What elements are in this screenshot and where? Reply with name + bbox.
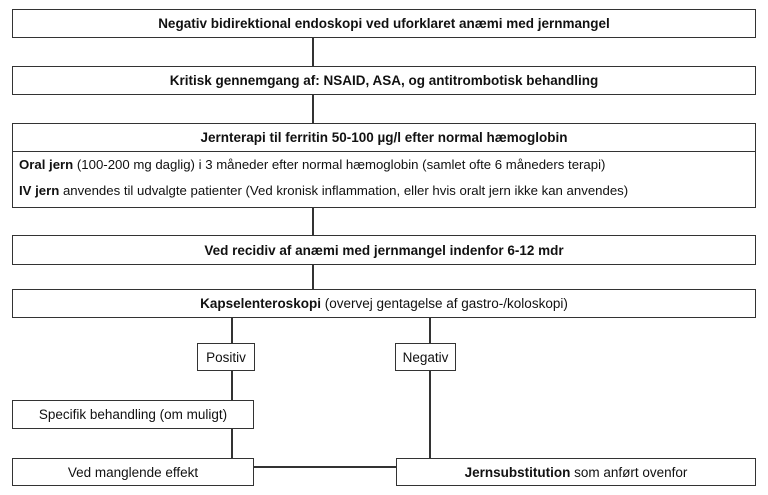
iron-substitution-note: som anført ovenfor: [570, 464, 688, 480]
box-iron-therapy: [12, 123, 756, 208]
oral-iron-row: [19, 157, 605, 172]
box-negative-endoscopy-text: Negativ bidirektional endoskopi ved uforklaret anæmi med jernmangel: [158, 16, 610, 31]
positive-label: Positiv: [206, 349, 246, 365]
connector-specific-noeffect: [231, 428, 233, 458]
connector-4-5: [312, 264, 314, 289]
connector-5-positive: [231, 317, 233, 343]
iv-iron-label: IV jern: [19, 183, 60, 198]
connector-positive-specific: [231, 370, 233, 400]
iron-substitution-text: [465, 465, 688, 480]
oral-iron-label: Oral jern: [19, 157, 74, 172]
connector-3-4: [312, 207, 314, 235]
capsule-endoscopy-label: Kapselenteroskopi: [200, 296, 321, 311]
iv-iron-row: [19, 183, 628, 198]
connector-5-negative: [429, 317, 431, 343]
box-negative-endoscopy: [12, 9, 756, 38]
iron-therapy-title-row: [13, 124, 755, 151]
capsule-endoscopy-note: (overvej gentagelse af gastro-/koloskopi): [320, 296, 568, 311]
connector-negative-iron: [429, 370, 431, 458]
box-recurrence-text: Ved recidiv af anæmi med jernmangel indenfor 6-12 mdr: [204, 242, 564, 258]
box-recurrence: [12, 235, 756, 265]
box-no-effect: [12, 458, 254, 486]
box-iron-substitution: [396, 458, 756, 486]
box-specific-treatment: [12, 400, 254, 429]
connector-2-3: [312, 94, 314, 123]
iv-iron-text: anvendes til udvalgte patienter (Ved kronisk inflammation, eller hvis oralt jern ikke kan anvendes): [59, 183, 629, 198]
box-critical-review-text: Kritisk gennemgang af: NSAID, ASA, og antitrombotisk behandling: [169, 73, 599, 88]
connector-1-2: [312, 37, 314, 66]
iron-therapy-title: Jernterapi til ferritin 50-100 µg/l efter normal hæmoglobin: [200, 130, 568, 145]
box-critical-review: [12, 66, 756, 95]
no-effect-text: Ved manglende effekt: [67, 464, 199, 480]
iron-substitution-label: Jernsubstitution: [464, 464, 571, 480]
oral-iron-text: (100-200 mg daglig) i 3 måneder efter normal hæmoglobin (samlet ofte 6 måneders terapi): [73, 157, 606, 172]
box-capsule-endoscopy: [12, 289, 756, 318]
box-negative: [395, 343, 456, 371]
negative-label: Negativ: [402, 349, 449, 365]
box-positive: [197, 343, 255, 371]
box-capsule-endoscopy-text: [200, 296, 568, 311]
iron-therapy-divider: [13, 151, 755, 152]
connector-noeffect-iron: [254, 466, 397, 468]
specific-treatment-text: Specifik behandling (om muligt): [38, 407, 228, 422]
